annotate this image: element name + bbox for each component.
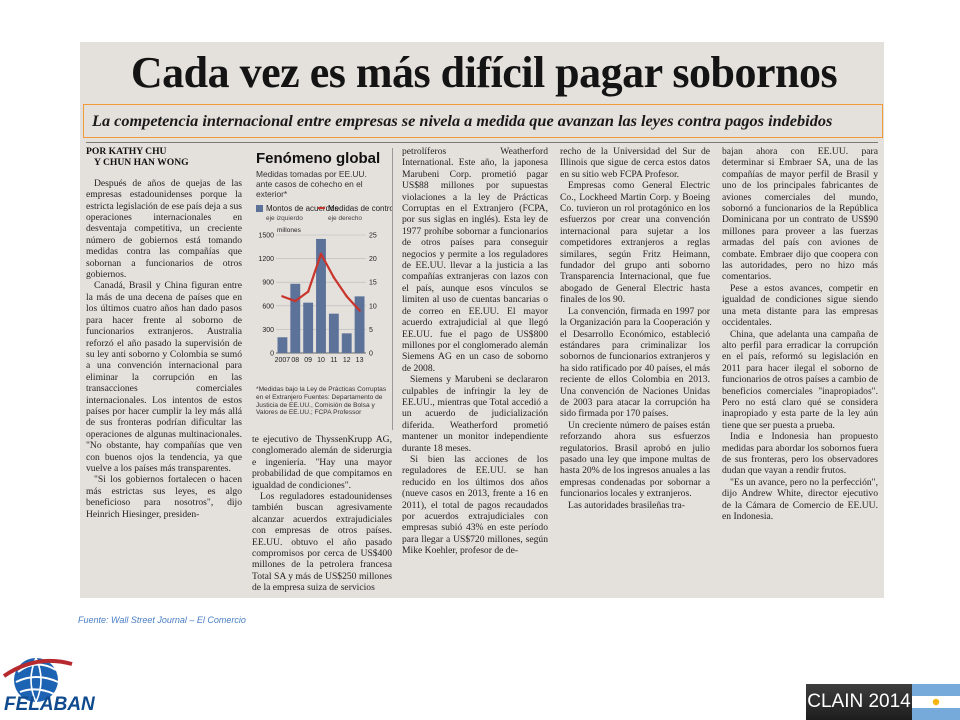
y-left-tick-label: 900 — [262, 279, 274, 287]
x-tick-label: 08 — [291, 357, 300, 364]
article-column-5 — [722, 146, 878, 598]
divider — [86, 142, 878, 143]
paragraph: India e Indonesia han propuesto medidas para abordar los sobornos fuera de sus fronteras, pero los observadores dudan que vayan a rendir frutos. — [722, 431, 878, 477]
chart-line-point — [346, 295, 348, 297]
chart-line-point — [358, 309, 360, 311]
chart-line-point — [294, 300, 296, 302]
article-column-4 — [560, 146, 710, 598]
source-caption: Fuente: Wall Street Journal – El Comercio — [78, 615, 246, 625]
argentina-flag-icon — [912, 684, 960, 720]
y-left-tick-label: 0 — [270, 350, 274, 358]
paragraph: bajan ahora con EE.UU. para determinar si Embraer SA, una de las compañías de mayor perfil de Brasil y uno de los principales fabricantes de aviones comerciales del mundo, sobornó a funcionarios de la República Dominicana por un contrato de US$90 millones para proveer a las fuerzas armadas del país con aviones de combate. Embraer dijo que coopera con las autoridades, pero no hizo más comentarios. — [722, 146, 878, 283]
subtitle: La competencia internacional entre empresas se nivela a medida que avanzan las leyes contra pagos indebidos — [83, 104, 883, 138]
paragraph: Canadá, Brasil y China figuran entre la más de una decena de países que en los últimos cuatro años han dado pasos para hacer frente al soborno de funcionarios extranjeros. Australia reforzó el año pasado la supervisión de su ley anti soborno y Colombia se sumó a una convención internacional para eliminar la corrupción en las transacciones comerciales internacionales. Los intentos de estos países por hacer cumplir la ley más allá de sus fronteras podrían dificultar las operaciones de algunas multinacionales. "No obstante, hay compañías que ven con buenos ojos la tendencia, ya que vuelve a los países más transparentes. — [86, 280, 242, 474]
byline-author-1: POR KATHY CHU — [86, 146, 167, 157]
x-tick-label: 12 — [342, 357, 351, 364]
x-tick-label: 11 — [330, 357, 338, 364]
article-column-3 — [402, 146, 548, 598]
chart-note: *Medidas bajo la Ley de Prácticas Corruptas en el Extranjero Fuentes: Departamento de Justicia de EE.UU., Comisión de Bolsa y Valores de EE.UU.; FCPA Professor — [256, 386, 387, 417]
paragraph: Las autoridades brasileñas tra- — [568, 499, 685, 511]
chart-bar — [355, 296, 365, 353]
y-right-tick-label: 15 — [369, 279, 377, 287]
legend-swatch-bars — [256, 205, 263, 212]
paragraph: Si bien las acciones de los reguladores de EE.UU. se han reducido en los últimos dos años (nueve casos en 2013, frente a 16 en 2011), el total de pagos recaudados por acuerdos extrajudiciales con empresas subió 43% en este período para llegar a US$720 millones, según Mike Koehler, profesor de de- — [402, 453, 548, 557]
paragraph: te ejecutivo de ThyssenKrupp AG, conglomerado alemán de siderurgia e ingeniería. "Hay una mayor probabilidad de que compitamos en igualdad de condiciones". — [252, 434, 392, 491]
paragraph: petrolíferos Weatherford International. Este año, la japonesa Marubeni Corp. prometió pagar US$88 millones por supuestas violaciones a la ley de Prácticas Corruptas en el Extranjero (FCPA, por sus siglas en inglés). Esta ley de 1977 prohíbe sobornar a funcionarios de otros países para conseguir negocios y permite a los reguladores de EE.UU. llevar a la justicia a las compañías extranjeras con lazos con el país, aunque esos vínculos se limiten al uso de cuentas bancarias o de correo en EE.UU. El mayor acuerdo extrajudicial al que llegó EE.UU. fue el pago de US$800 millones por el conglomerado alemán Siemens AG en un caso de soborno de 2008. — [402, 146, 548, 374]
brand-name: FELABAN — [4, 694, 95, 715]
article-column-2 — [252, 434, 392, 598]
x-tick-label: 13 — [355, 357, 364, 364]
paragraph: Después de años de quejas de las empresas estadounidenses porque la estricta legislación de ese país deja a sus operaciones internacionales en desventaja competitiva, un creciente número de gobiernos está tomando medidas contra las compañías que sobornan a funcionarios de otros gobiernos. — [86, 177, 242, 281]
newspaper-clipping — [80, 42, 884, 598]
y-left-tick-label: 300 — [262, 326, 274, 334]
legend-line-axis: eje derecho — [328, 215, 362, 222]
paragraph: Siemens y Marubeni se declararon culpables de infringir la ley de EE.UU., mientras que Total accedió a un acuerdo de judicialización diferida. Weatherford prometió mantener un monitor independiente durante 18 meses. — [402, 374, 548, 454]
chart-bar — [342, 333, 352, 353]
paragraph: "Es un avance, pero no la perfección", dijo Andrew White, director ejecutivo de la Cámara de Comercio de EE.UU. en Indonesia. — [722, 476, 878, 522]
article-column-1 — [86, 146, 242, 598]
x-tick-label: 10 — [317, 357, 325, 364]
y-right-tick-label: 5 — [369, 326, 373, 334]
y-right-tick-label: 25 — [369, 232, 377, 240]
chart-title: Fenómeno global — [256, 150, 381, 167]
chart-line-point — [281, 295, 283, 297]
chart-subtitle: Medidas tomadas por EE.UU. ante casos de cohecho en el exterior* — [256, 169, 367, 199]
paragraph: recho de la Universidad del Sur de Illinois que sigue de cerca estos datos en su sitio web FCPA Profesor. — [560, 146, 710, 180]
paragraph: La convención, firmada en 1997 por la Organización para la Cooperación y el Desarrollo Económico, estableció estándares para criminalizar los sobornos de funcionarios extranjeros y ha sido ratificado por 40 países, el más reciente de ellos Colombia en 2013. Una convención de Naciones Unidas de 2003 para atacar la corrupción ha sido firmada por 170 países. — [560, 305, 710, 420]
headline: Cada vez es más difícil pagar sobornos — [130, 48, 838, 97]
y-right-tick-label: 10 — [369, 303, 377, 311]
y-left-tick-label: 600 — [262, 303, 274, 311]
chart-bar — [290, 284, 300, 353]
paragraph: "Si los gobiernos fortalecen o hacen más estrictas sus leyes, es algo beneficioso para nosotros", dijo Heinrich Hiesinger, presiden- — [86, 474, 242, 520]
paragraph: China, que adelanta una campaña de alto perfil para erradicar la corrupción en el país, reformó su legislación en 2011 para hacer ilegal el soborno de funcionarios de otros países a cambio de beneficios comerciales "inapropiados". Pero no está claro qué se considera inapropiado y esta parte de la ley aún tiene que ser puesta a prueba. — [722, 328, 878, 431]
chart-line-point — [333, 276, 335, 278]
legend-line-label: Medidas de control — [328, 204, 392, 213]
y-left-unit-label: millones — [277, 227, 301, 234]
y-left-tick-label: 1500 — [258, 232, 274, 240]
chart-bar — [278, 337, 288, 353]
x-tick-label: 2007 — [274, 357, 291, 364]
paragraph: Los reguladores estadounidenses también buscan agresivamente alcanzar acuerdos extrajudiciales con empresas de otros países. EE.UU. obtuvo el año pasado compromisos por cerca de US$400 millones de la petrolera francesa Total SA y más de US$250 millones de la empresa suiza de servicios — [252, 491, 392, 594]
event-label: CLAIN 2014 — [806, 684, 912, 720]
byline-author-2: Y CHUN HAN WONG — [94, 157, 189, 169]
y-left-tick-label: 1200 — [258, 256, 274, 264]
chart-bar — [303, 303, 313, 353]
chart-line-point — [320, 253, 322, 255]
legend-bars-label: Montos de acuerdos — [266, 204, 339, 213]
chart-bar — [329, 314, 339, 353]
chart-svg — [252, 201, 392, 381]
paragraph: Pese a estos avances, competir en igualdad de condiciones sigue siendo una meta distante para las empresas occidentales. — [722, 282, 878, 329]
paragraph: Un creciente número de países están reforzando ahora sus esfuerzos regulatorios. Brasil aprobó en julio pasado una ley que impone multas de hasta 20% de los ingresos anuales a las empresas condenadas por sobornar a funcionarios locales y extranjeros. — [560, 419, 710, 500]
chart-line-point — [307, 290, 309, 292]
paragraph: Empresas como General Electric Co., Lockheed Martin Corp. y Boeing Co. tuvieron un rol protagónico en los esfuerzos por crear una convención internacional para sujetar a los competidores extranjeros a reglas similares, según Fritz Heimann, fundador del grupo anti soborno Transparencia Internacional, que fue abogado de General Electric hasta finales de los 90. — [560, 180, 710, 306]
y-right-tick-label: 0 — [369, 350, 373, 358]
legend-bars-axis: eje izquierdo — [266, 215, 303, 222]
chart-figure — [252, 148, 393, 430]
x-tick-label: 09 — [304, 357, 313, 364]
y-right-tick-label: 20 — [369, 256, 377, 264]
